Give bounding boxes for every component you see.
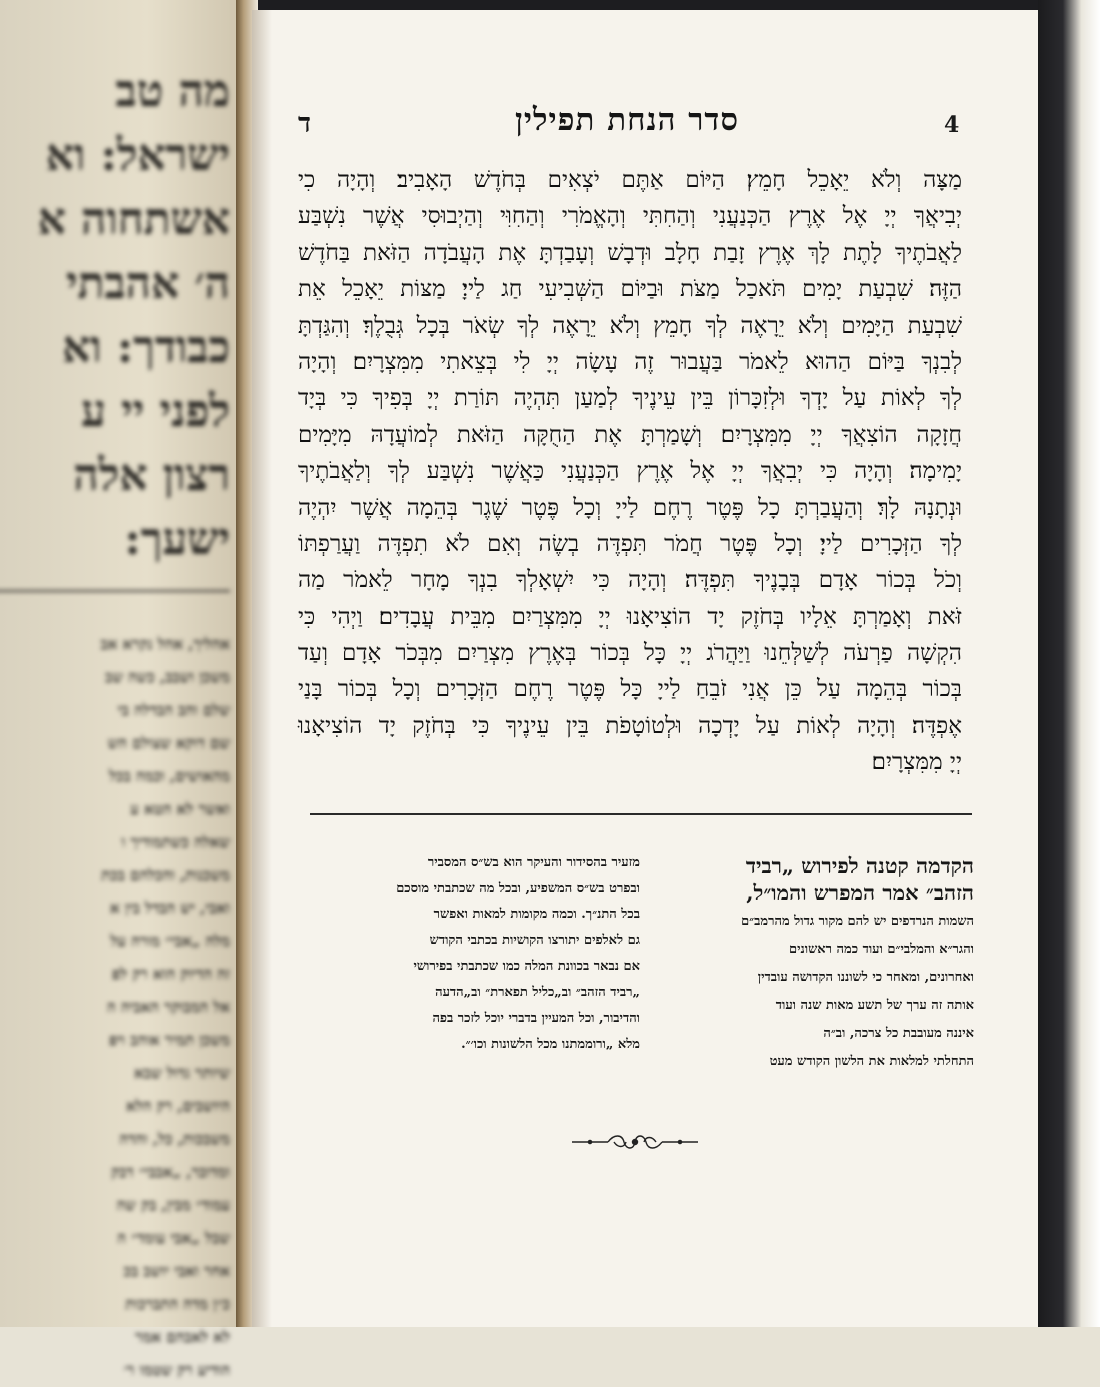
left-page-small-line-16: משבכות, כל, והדה xyxy=(119,1130,230,1148)
text-line-16: אֶפְדֶּה׃ וְהָיָה לְאוֹת עַל יָדְכָה וּלְטוֹטָפֹת בֵּין עֵינֶיךָ כִּי בְּחֹזֶק יָד הוֹצִיאָנוּ xyxy=(298,712,962,739)
left-page-small-line-5: מהאושים, וכמה בכל xyxy=(109,767,230,785)
left-page-small-line-13: משכן תמיר אוהב ויפ xyxy=(109,1031,230,1049)
right-page xyxy=(252,10,1038,1327)
left-page-small-line-17: ומדובר, „אבבי״ דבק xyxy=(111,1163,230,1181)
gutter-shadow xyxy=(252,10,272,1327)
text-line-9: יָמִימָה׃ וְהָיָה כִּי יְבִאֲךָ יְיָ אֶל אֶרֶץ הַכְּנַעֲנִי כַּאֲשֶׁר נִשְׁבַּע לְךָ וְלַאֲבֹתֶיךָ xyxy=(298,458,962,485)
commentary-body-line-2: והגר״א והמלבי״ם ועוד כמה ראשונים xyxy=(789,942,974,957)
commentary-continuation-line-1: מזעיר בהסידור והעיקר הוא בש״ס המסביר xyxy=(427,855,640,870)
text-line-12: וְכֹל בְּכוֹר אָדָם בְּבָנֶיךָ תִּפְדֶּה׃ וְהָיָה כִּי יִשְׁאָלְךָ בִנְךָ מָחָר לֵאמֹר מַה xyxy=(298,567,962,594)
left-page-small-line-4: שם דוקא שצולם הש xyxy=(107,734,230,752)
left-page-small-line-2: משכן ושבב, כשה שב xyxy=(105,668,230,686)
text-line-8: חֲזָקָה הוֹצִאֲךָ יְיָ מִמִּצְרָיִם׃ וְשָׁמַרְתָּ אֶת הַחֻקָּה הַזֹּאת לְמוֹעֲדָהּ מִיָּמִים xyxy=(298,421,962,448)
left-page-small-line-22: לא לאבהם אמר xyxy=(135,1328,230,1346)
left-page-small-text xyxy=(0,628,230,1387)
left-page-small-line-21: כ״ן מדה התברכות xyxy=(125,1295,230,1313)
text-line-11: לְךָ הַזְּכָרִים לַייָ׃ וְכָל פֶּטֶר חֲמֹר תִּפְדֶּה בְשֶׂה וְאִם לֹא תִפְדֶּה וַעֲרַפְתּוֹ xyxy=(298,530,962,557)
text-line-7: לְךָ לְאוֹת עַל יָדְךָ וּלְזִכָּרוֹן בֵּין עֵינֶיךָ לְמַעַן תִּהְיֶה תּוֹרַת יְיָ בְּפִיךָ כִּי בְּיָד xyxy=(298,385,962,412)
commentary-body-line-5: איננה מעובבת כל צרכה, וב״ה xyxy=(823,1026,974,1041)
left-page-small-line-11: זה הדיוק הוא רק לפ xyxy=(111,965,230,983)
left-page-blurred-text xyxy=(0,60,230,1387)
left-page-small-line-9: ואבי, יש הבדל בין א xyxy=(110,899,230,917)
left-page-small-line-23: הודיע רק שטמו ר׳ xyxy=(123,1361,230,1379)
text-line-3: לַאֲבֹתֶיךָ לָתֶת לָךְ אֶרֶץ זָבַת חָלָב וּדְבָשׁ וְעָבַדְתָּ אֶת הָעֲבֹדָה הַזֹּאת בַּחֹדֶשׁ xyxy=(298,239,962,266)
left-page-rule xyxy=(0,590,230,592)
commentary-continuation-line-5: אם נבאר בכוונת המלה כמו שכתבתי בפירושי xyxy=(413,959,640,974)
left-page-small-line-3: שלם והב הבדלה בי xyxy=(117,701,230,719)
scripture-text-block xyxy=(298,162,962,781)
page-number: 4 xyxy=(944,112,960,138)
commentary-continuation-line-4: גם לאלפים יתורצו הקושיות בכתבי הקודש xyxy=(429,933,640,948)
commentary-body-line-1: השמות הנרדפים יש להם מקור גדול מהרמב״ם xyxy=(741,914,974,929)
commentary-continuation-line-6: „רביד הזהב״ וב„כליל תפארת״ וב„הדעה xyxy=(435,985,640,1000)
left-page-small-line-15: היושבים, רק הלא xyxy=(126,1097,230,1115)
commentary-heading-line-2: הזהב״ אמר המפרש והמו״ל, xyxy=(746,880,974,905)
commentary-introduction xyxy=(662,852,974,1074)
commentary-heading-line-1: הקדמה קטנה לפירוש „רביד xyxy=(745,853,974,878)
left-page-large-line-8: ישעך: xyxy=(124,514,230,565)
left-page-small-line-1: אהליך, אהל נקרא אב xyxy=(100,635,230,653)
commentary-continuation-line-3: בכל התנ״ך. וכמה מקומות למאות ואפשר xyxy=(433,907,640,922)
left-page-small-line-20: אחר ואבי יושב בכ xyxy=(123,1262,230,1280)
left-page-large-line-4: ה׳ אהבתי xyxy=(66,258,230,309)
left-page-large-line-3: אשתחוה א xyxy=(37,194,230,245)
text-line-1: מַצָּה וְלֹא יֵאָכֵל חָמֵץ׃ הַיּוֹם אַתֶּם יֹצְאִים בְּחֹדֶשׁ הָאָבִיב׃ וְהָיָה כִי xyxy=(298,167,962,193)
section-divider xyxy=(310,813,972,815)
commentary-continuation xyxy=(304,850,640,1058)
text-line-6: לְבִנְךָ בַּיּוֹם הַהוּא לֵאמֹר בַּעֲבוּר זֶה עָשָׂה יְיָ לִי בְּצֵאתִי מִמִּצְרָיִם׃ וְהָיָה xyxy=(298,348,962,375)
commentary-continuation-line-8: מלא „ורוממתנו מכל הלשונות וכו׳״. xyxy=(461,1037,640,1052)
left-page-small-line-12: אל המבוקר האביה ה xyxy=(107,998,230,1016)
commentary-continuation-line-2: ובפרט בש״ס המשפיע, ובכל מה שכתבתי מוסכם xyxy=(396,881,640,896)
left-page-small-line-6: ואשר לא הטא ע xyxy=(130,800,230,818)
left-page-large-text xyxy=(0,60,230,572)
left-page-large-line-5: כבודך: וא xyxy=(62,322,230,373)
page-title: סדר הנחת תפילין xyxy=(515,102,739,138)
left-page-small-line-8: משכנות, והכלהם בכת xyxy=(101,866,230,884)
left-page-small-line-14: שיותר גדול שבא xyxy=(134,1064,230,1082)
commentary-body xyxy=(662,909,974,1074)
left-page-large-line-7: רצון אלה xyxy=(73,450,230,501)
left-page-small-line-10: מלה „אבי״ מורה על xyxy=(110,932,230,950)
left-page-large-line-6: לפני יי ע xyxy=(81,386,230,437)
text-line-10: וּנְתָנָהּ לָךְ׃ וְהַעֲבַרְתָּ כָל פֶּטֶר רֶחֶם לַייָ וְכָל פֶּטֶר שֶׁגֶר בְּהֵמָה אֲשֶׁר יִהְיֶה xyxy=(298,494,962,521)
text-line-2: יְבִיאֲךָ יְיָ אֶל אֶרֶץ הַכְּנַעֲנִי וְהַחִתִּי וְהָאֱמֹרִי וְהַחִוִּי וְהַיְבוּסִי אֲשֶׁר נִשְׁבַּע xyxy=(298,203,962,230)
text-line-17: יְיָ מִמִּצְרָיִם׃ xyxy=(871,749,962,776)
text-line-15: בְּכוֹר בְּהֵמָה עַל כֵּן אֲנִי זֹבֵחַ לַייָ כָּל פֶּטֶר רֶחֶם הַזְּכָרִים וְכָל בְּכוֹר בָּנַי xyxy=(298,676,962,703)
text-line-13: זֹּאת וְאָמַרְתָּ אֵלָיו בְּחֹזֶק יָד הוֹצִיאָנוּ יְיָ מִמִּצְרַיִם מִבֵּית עֲבָדִים׃ וַיְהִי כִּי xyxy=(298,603,962,630)
decorative-ornament xyxy=(570,1130,700,1154)
book-cover-right-edge xyxy=(1038,0,1100,1327)
left-page-large-line-2: ישראל: וא xyxy=(45,130,230,181)
left-page-small-line-19: שבל „אבי עומד״ ה xyxy=(117,1229,230,1247)
text-line-5: שִׁבְעַת הַיָּמִים וְלֹא יֵרָאֶה לְךָ חָמֵץ וְלֹא יֵרָאֶה לְךָ שְׂאֹר בְּכָל גְּבֻלֶךָ׃ וְהִגַּדְתָּ xyxy=(298,312,962,339)
commentary-body-line-4: אותה זה ערך של תשע מאות שנה ועוד xyxy=(775,998,974,1013)
left-page-small-line-18: עמוד״ מבין, בק שה xyxy=(116,1196,230,1214)
page-header xyxy=(252,100,982,150)
left-facing-page xyxy=(0,0,245,1379)
commentary-body-line-3: ואחרונים, ומאחר כי לשוננו הקדושה עובדין xyxy=(757,970,974,985)
text-line-4: הַזֶּה׃ שִׁבְעַת יָמִים תֹּאכַל מַצֹּת וּבַיּוֹם הַשְּׁבִיעִי חַג לַייָ׃ מַצּוֹת יֵאָכֵל אֵת xyxy=(298,276,962,303)
text-line-14: הִקְשָׁה פַרְעֹה לְשַׁלְּחֵנוּ וַיַּהֲרֹג יְיָ כָּל בְּכוֹר בְּאֶרֶץ מִצְרַיִם מִבְּכֹר אָדָם וְעַד xyxy=(298,640,962,667)
left-page-large-line-1: מה טב xyxy=(115,66,230,117)
hebrew-page-letter: ד xyxy=(298,108,311,139)
commentary-body-line-6: התחלתי למלאות את הלשון הקודש מעט xyxy=(769,1054,974,1069)
left-page-small-line-7: שאלה כשתמודיך ו xyxy=(121,833,230,851)
commentary-continuation-line-7: והדיבור, וכל המעיין בדברי יוכל לזכר בפה xyxy=(432,1011,640,1026)
